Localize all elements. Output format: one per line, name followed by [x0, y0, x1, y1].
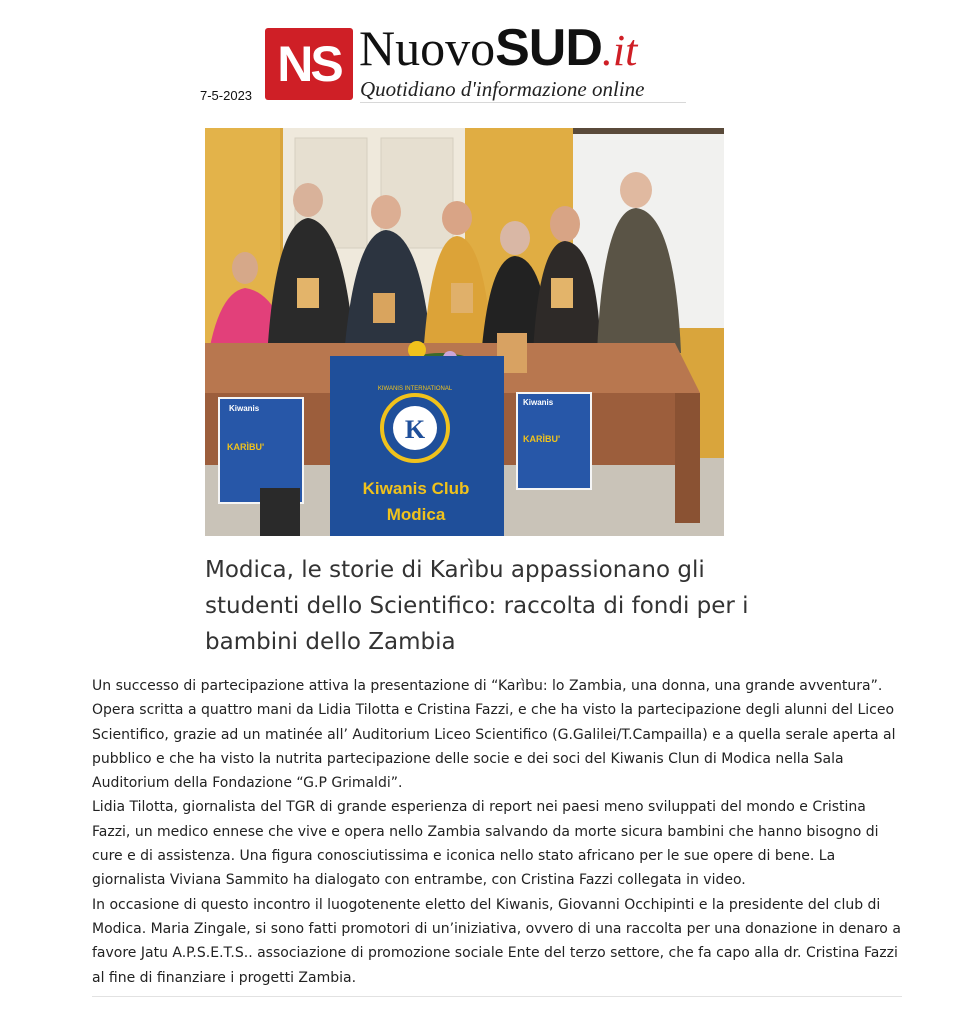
emblem-text: KIWANIS INTERNATIONAL — [377, 386, 453, 392]
svg-text:K: K — [404, 415, 426, 444]
bottom-divider — [92, 996, 902, 997]
publication-date: 7-5-2023 — [200, 88, 253, 103]
poster-left-brand: Kiwanis — [229, 404, 260, 413]
article-paragraph: Lidia Tilotta, giornalista del TGR di grande esperienza di report nei paesi meno sviluppati del mondo e Cristina Fazzi, un medico ennese che vive e opera nello Zambia salvando da morte sicura bambini che hanno bisogno di cure e di assistenza. Una figura conosciutissima e iconica nello stato africano per le sue opere di bene. La giornalista Viviana Sammito ha dialogato con entrambe, con Cristina Fazzi collegata in video. — [92, 799, 879, 889]
site-logo[interactable] — [265, 28, 353, 100]
masthead-divider — [360, 102, 686, 103]
logo-letters: NS — [277, 36, 341, 92]
site-brand-name[interactable] — [359, 19, 638, 77]
site-tagline: Quotidiano d'informazione online — [360, 77, 645, 101]
article-paragraph: Un successo di partecipazione attiva la presentazione di “Karìbu: lo Zambia, una donna, una grande avventura”. Opera scritta a quattro mani da Lidia Tilotta e Cristina Fazzi, e che ha visto la partecipazione degli alunni del Liceo Scientifico, grazie ad un matinée all’ Auditorium Liceo Scientifico (G.Galilei/T.Campailla) e a quella serale aperta al pubblico e che ha visto la nutrita partecipazione delle socie e dei soci del Kiwanis Clun di Modica nella Sala Auditorium della Fondazione “G.P Grimaldi”. — [92, 678, 896, 792]
banner-line-1: Kiwanis Club — [362, 479, 470, 498]
brand-tld: .it — [601, 26, 638, 75]
article-headline: Modica, le storie di Karìbu appassionano gli studenti dello Scientifico: raccolta di fondi per i bambini dello Zambia — [205, 557, 749, 655]
poster-right-title: KARÌBU' — [523, 434, 561, 444]
article-body — [92, 674, 902, 990]
brand-part-1: Nuovo — [359, 20, 496, 76]
banner-line-2: Modica — [386, 505, 446, 524]
article-photo — [205, 128, 724, 536]
brand-part-2: SUD — [495, 19, 602, 77]
masthead — [262, 19, 686, 104]
article-paragraph: In occasione di questo incontro il luogotenente eletto del Kiwanis, Giovanni Occhipinti e la presidente del club di Modica. Maria Zingale, si sono fatti promotori di un’iniziativa, ovvero di una raccolta per una donazione in denaro a favore Jatu A.P.S.E.T.S.. associazione di promozione sociale Ente del terzo settore, che fa capo alla dr. Cristina Fazzi al fine di finanziare i progetti Zambia. — [92, 896, 901, 986]
poster-left-title: KARÌBU' — [227, 442, 265, 452]
poster-right-brand: Kiwanis — [523, 398, 554, 407]
